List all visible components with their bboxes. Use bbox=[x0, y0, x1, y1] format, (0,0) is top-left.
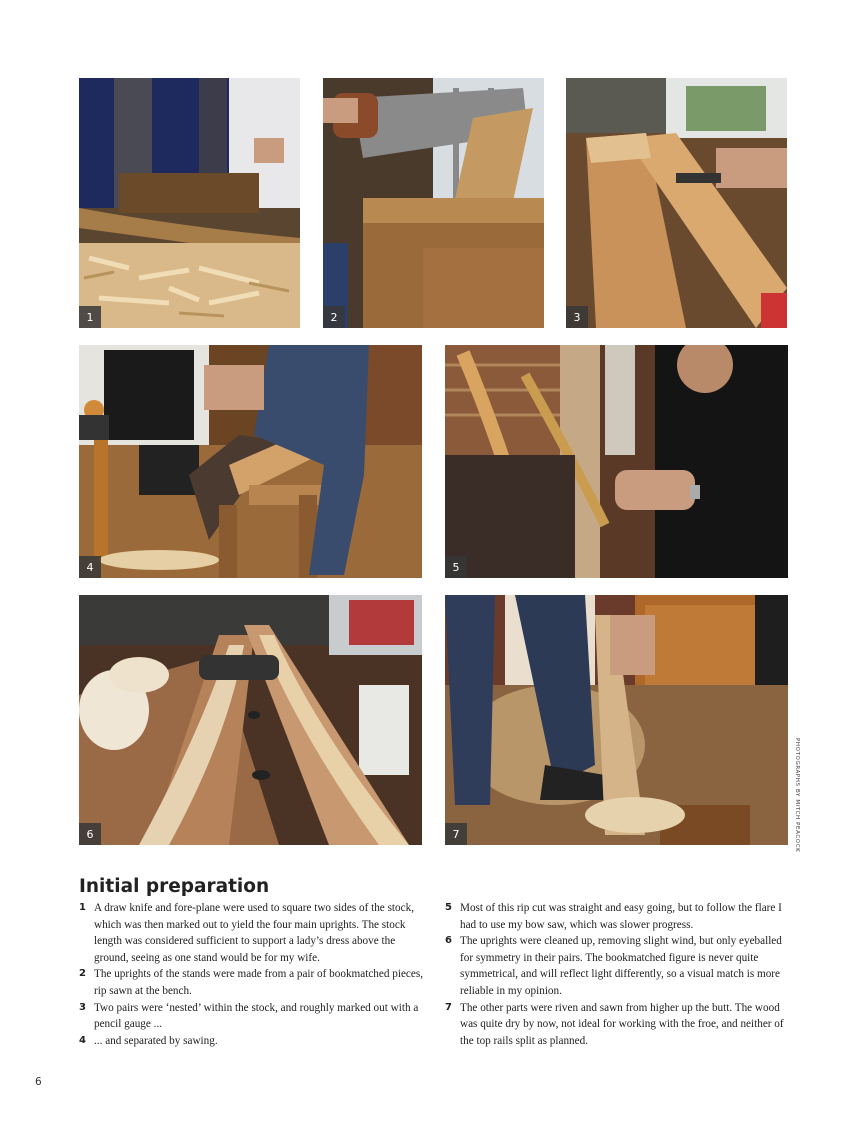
photo-6-image bbox=[79, 595, 422, 845]
step-number: 7 bbox=[445, 1001, 452, 1013]
page-number: 6 bbox=[35, 1076, 42, 1088]
photo-number-badge: 6 bbox=[79, 823, 101, 845]
photo-4 bbox=[79, 345, 422, 578]
photo-number-badge: 4 bbox=[79, 556, 101, 578]
photo-2 bbox=[323, 78, 544, 328]
section-title: Initial preparation bbox=[79, 876, 270, 897]
step-text: The other parts were riven and sawn from higher up the butt. The wood was quite dry by now, not ideal for working with the froe, and neither of the top rails split as planned. bbox=[460, 1001, 784, 1047]
photo-7 bbox=[445, 595, 788, 845]
step-item bbox=[445, 900, 788, 933]
step-item bbox=[445, 1000, 788, 1050]
step-item bbox=[445, 933, 788, 999]
photo-4-image bbox=[79, 345, 422, 578]
step-text: Most of this rip cut was straight and easy going, but to follow the flare I had to use my bow saw, which was slower progress. bbox=[460, 902, 782, 931]
photo-5 bbox=[445, 345, 788, 578]
steps-left-column bbox=[79, 900, 424, 1049]
step-text: ... and separated by sawing. bbox=[94, 1034, 218, 1047]
photo-number-badge: 5 bbox=[445, 556, 467, 578]
photo-number-badge: 7 bbox=[445, 823, 467, 845]
step-text: The uprights of the stands were made from a pair of bookmatched pieces, rip sawn at the bench. bbox=[94, 968, 423, 997]
photo-number-badge: 3 bbox=[566, 306, 588, 328]
photo-1-image bbox=[79, 78, 300, 328]
step-item bbox=[79, 1000, 424, 1033]
photo-3 bbox=[566, 78, 787, 328]
step-item bbox=[79, 1033, 424, 1050]
step-item bbox=[79, 900, 424, 966]
photo-3-image bbox=[566, 78, 787, 328]
photo-1 bbox=[79, 78, 300, 328]
photo-credit: PHOTOGRAPHS BY MITCH PEACOCK bbox=[794, 738, 800, 853]
step-number: 4 bbox=[79, 1034, 86, 1046]
step-text: A draw knife and fore-plane were used to square two sides of the stock, which was then marked out to yield the four main uprights. The stock length was considered sufficient to support a lady’s dress above the ground, seeing as one stand would be for my wife. bbox=[94, 902, 414, 964]
step-number: 1 bbox=[79, 902, 86, 913]
photo-2-image bbox=[323, 78, 544, 328]
step-text: The uprights were cleaned up, removing slight wind, but only eyeballed for symmetry in their pairs. The bookmatched figure is never quite symmetrical, and will reflect light differently, so a visual match is more reliable in my opinion. bbox=[460, 935, 782, 997]
step-number: 6 bbox=[445, 935, 452, 947]
photo-number-badge: 2 bbox=[323, 306, 345, 328]
step-text: Two pairs were ‘nested’ within the stock, and roughly marked out with a pencil gauge ... bbox=[94, 1001, 419, 1031]
step-item bbox=[79, 966, 424, 999]
photo-6 bbox=[79, 595, 422, 845]
step-number: 3 bbox=[79, 1001, 86, 1013]
photo-5-image bbox=[445, 345, 788, 578]
step-number: 5 bbox=[445, 902, 452, 913]
steps-right-column bbox=[445, 900, 788, 1049]
photo-number-badge: 1 bbox=[79, 306, 101, 328]
step-number: 2 bbox=[79, 968, 86, 980]
photo-7-image bbox=[445, 595, 788, 845]
